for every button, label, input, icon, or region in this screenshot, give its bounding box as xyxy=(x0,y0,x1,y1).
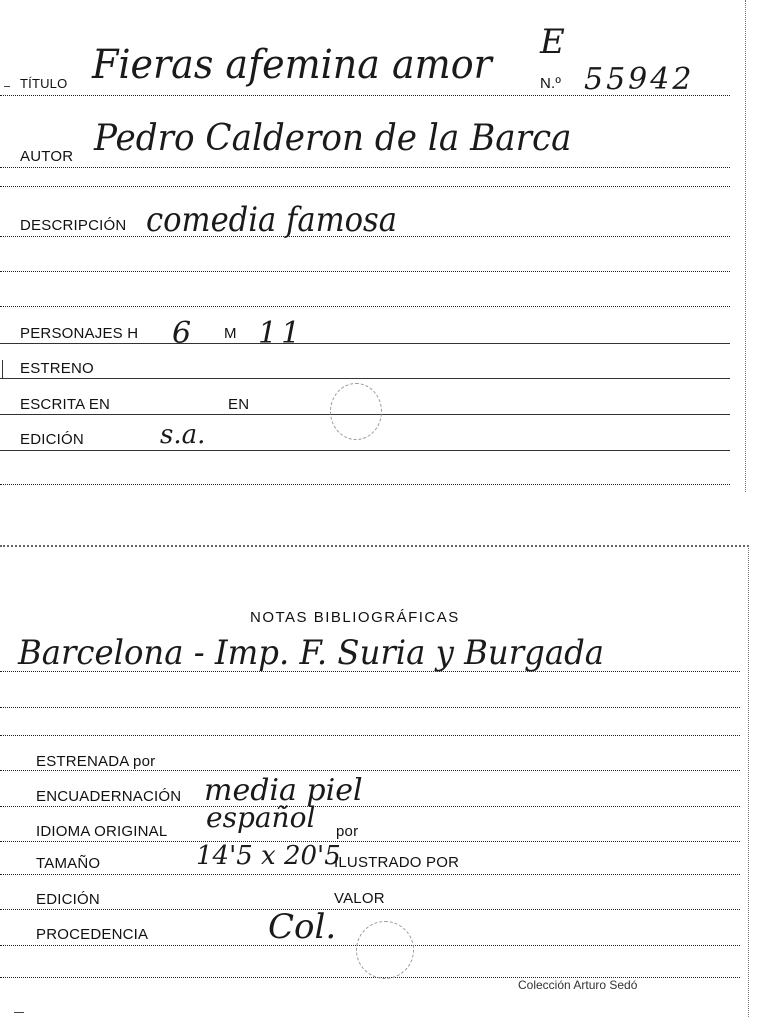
encuadernacion-value: media piel xyxy=(204,773,363,808)
punch-hole xyxy=(330,383,382,440)
catalog-card-front xyxy=(0,0,746,492)
estreno-label: ESTRENO xyxy=(20,360,94,377)
edicion-value: s.a. xyxy=(160,420,206,450)
notas-line-1 xyxy=(0,671,740,672)
titulo-value: Fieras afemina amor xyxy=(92,42,492,88)
valor-label: VALOR xyxy=(334,890,385,907)
idioma-value: español xyxy=(206,801,316,834)
escrita-label: ESCRITA EN xyxy=(20,396,111,413)
notas-line-3 xyxy=(0,735,740,736)
estrenada-label: ESTRENADA por xyxy=(36,753,156,770)
autor-label: AUTOR xyxy=(20,148,74,165)
edicion2-line xyxy=(0,909,740,910)
descripcion-line-2 xyxy=(0,271,730,272)
edicion-label: EDICIÓN xyxy=(20,431,84,448)
autor-line-2 xyxy=(0,186,730,187)
numero-label: N.º xyxy=(540,75,562,92)
escrita-en-label: EN xyxy=(228,396,250,413)
tamano-value: 14'5 x 20'5 xyxy=(196,841,341,871)
descripcion-line-3 xyxy=(0,306,730,307)
encuadernacion-line xyxy=(0,806,740,807)
tamano-line xyxy=(0,874,740,875)
personajes-m-label: M xyxy=(224,325,237,342)
bottom-line xyxy=(0,484,730,485)
bottom-margin-tick xyxy=(14,1012,24,1013)
titulo-label: TÍTULO xyxy=(20,76,68,91)
edicion-line xyxy=(0,450,730,451)
collection-footer: Colección Arturo Sedó xyxy=(518,978,638,992)
autor-line xyxy=(0,167,730,168)
numero-value: 55942 xyxy=(584,62,695,97)
idioma-line xyxy=(0,841,740,842)
category-mark: E xyxy=(540,22,565,62)
descripcion-value: comedia famosa xyxy=(146,200,397,240)
estreno-line xyxy=(0,378,730,379)
ilustrado-label: ILUSTRADO POR xyxy=(334,854,460,871)
personajes-h-value: 6 xyxy=(172,316,192,351)
procedencia-value: Col. xyxy=(268,907,337,947)
notas-heading: NOTAS BIBLIOGRÁFICAS xyxy=(250,609,460,626)
edicion2-label: EDICIÓN xyxy=(36,891,100,908)
personajes-line xyxy=(0,343,730,344)
descripcion-line xyxy=(0,236,730,237)
margin-bar xyxy=(2,360,3,378)
estrenada-line xyxy=(0,770,740,771)
personajes-m-value: 11 xyxy=(258,316,305,351)
idioma-por-label: por xyxy=(336,823,359,840)
personajes-label: PERSONAJES H xyxy=(20,325,139,342)
catalog-card-back xyxy=(0,545,749,1017)
notas-value: Barcelona - Imp. F. Suria y Burgada xyxy=(18,633,605,673)
descripcion-label: DESCRIPCIÓN xyxy=(20,217,127,234)
titulo-line xyxy=(0,95,730,96)
notas-line-2 xyxy=(0,707,740,708)
procedencia-label: PROCEDENCIA xyxy=(36,926,149,943)
encuadernacion-label: ENCUADERNACIÓN xyxy=(36,788,182,805)
margin-tick xyxy=(4,86,10,87)
punch-hole-bottom xyxy=(356,921,414,979)
autor-value: Pedro Calderon de la Barca xyxy=(94,118,572,159)
tamano-label: TAMAÑO xyxy=(36,855,101,872)
idioma-label: IDIOMA ORIGINAL xyxy=(36,823,168,840)
